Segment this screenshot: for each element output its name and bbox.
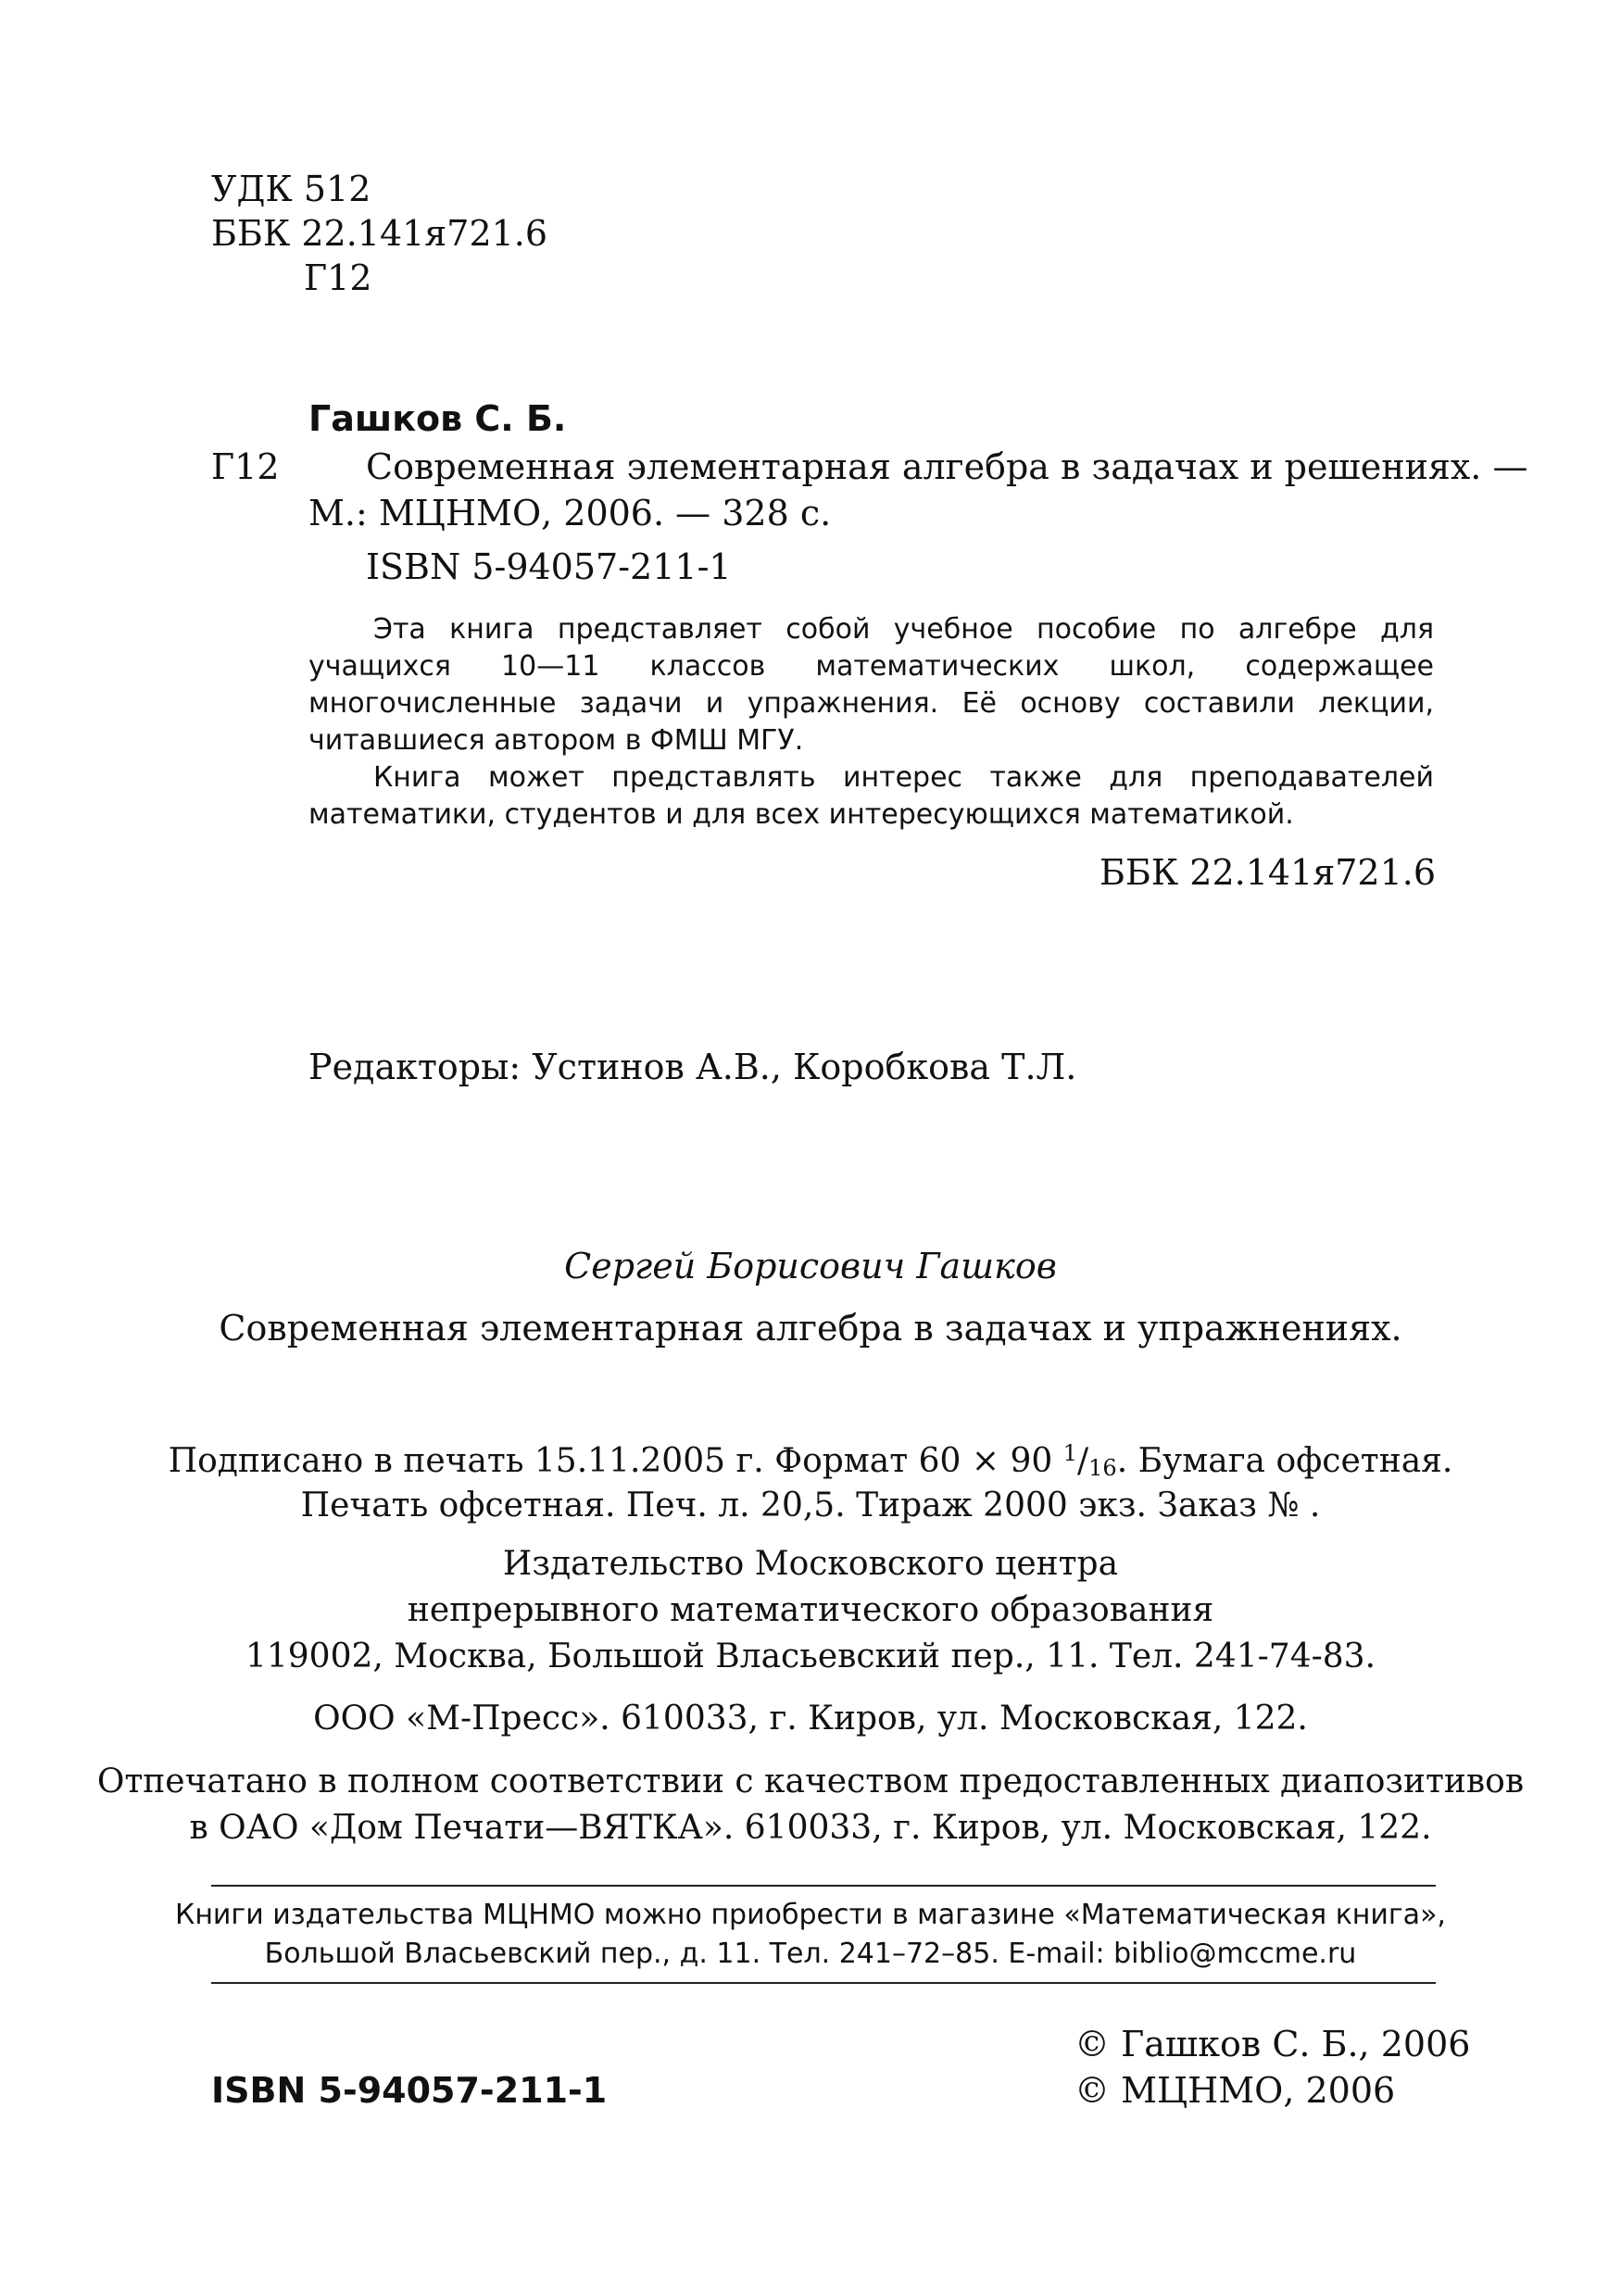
bbk-code: ББК 22.141я721.6 <box>211 213 548 254</box>
print-signed-format: Подписано в печать 15.11.2005 г. Формат 60 × 90 <box>168 1442 1063 1480</box>
format-fraction: $^1/_{16}$ <box>1062 1440 1117 1481</box>
book-title-line1: Современная элементарная алгебра в задачах и решениях. — <box>366 446 1528 487</box>
shop-notice-line1: Книги издательства МЦНМО можно приобрести в магазине «Математическая книга», <box>175 1899 1446 1931</box>
book-title-line2: М.: МЦНМО, 2006. — 328 с. <box>308 493 832 533</box>
paper-type: . Бумага офсетная. <box>1116 1442 1453 1480</box>
format-numerator: 1 <box>1062 1440 1078 1466</box>
isbn-footer: ISBN 5-94057-211-1 <box>211 2070 608 2111</box>
printed-line1: Отпечатано в полном соответствии с качеством предоставленных диапозитивов <box>96 1763 1525 1800</box>
divider-bottom <box>211 1982 1436 1984</box>
publisher-address: 119002, Москва, Большой Власьевский пер., 11. Тел. 241-74-83. <box>245 1637 1376 1675</box>
author-mark: Г12 <box>304 257 372 298</box>
divider-top <box>211 1885 1436 1887</box>
annotation-paragraph-1: Эта книга представляет собой учебное пособие по алгебре для учащихся 10—11 классов математических школ, содержащее многочисленные задачи и упражнения. Её основу составили лекции, читавшиеся автором в ФМШ МГУ. <box>308 613 1434 757</box>
editors: Редакторы: Устинов А.В., Коробкова Т.Л. <box>308 1047 1077 1087</box>
publisher-line1: Издательство Московского центра <box>502 1545 1119 1583</box>
author-mark-code: Г12 <box>211 446 280 487</box>
print-details-line1 <box>0 1440 1621 1481</box>
isbn-record: ISBN 5-94057-211-1 <box>366 546 732 587</box>
annotation-paragraph-2: Книга может представлять интерес также для преподавателей математики, студентов и для всех интересующихся математикой. <box>308 761 1434 831</box>
format-denominator: 16 <box>1088 1455 1117 1481</box>
printed-line2: в ОАО «Дом Печати—ВЯТКА». 610033, г. Киров, ул. Московская, 122. <box>189 1809 1432 1847</box>
shop-notice-line2: Большой Власьевский пер., д. 11. Тел. 241–72–85. E-mail: biblio@mccme.ru <box>264 1938 1357 1970</box>
annotation <box>308 611 1434 834</box>
udk-code: УДК 512 <box>211 169 371 209</box>
copyright-author: © Гашков С. Б., 2006 <box>1074 2024 1471 2064</box>
author-full-name: Сергей Борисович Гашков <box>564 1246 1057 1286</box>
printer-info: ООО «М-Пресс». 610033, г. Киров, ул. Московская, 122. <box>313 1700 1308 1738</box>
colophon-title: Современная элементарная алгебра в задачах и упражнениях. <box>219 1308 1402 1349</box>
bbk-bottom: ББК 22.141я721.6 <box>1099 852 1436 893</box>
publisher-line2: непрерывного математического образования <box>407 1591 1214 1629</box>
copyright-publisher: © МЦНМО, 2006 <box>1074 2070 1396 2111</box>
print-details-line2: Печать офсетная. Печ. л. 20,5. Тираж 2000 экз. Заказ № . <box>300 1487 1321 1524</box>
author-name: Гашков С. Б. <box>308 398 567 439</box>
